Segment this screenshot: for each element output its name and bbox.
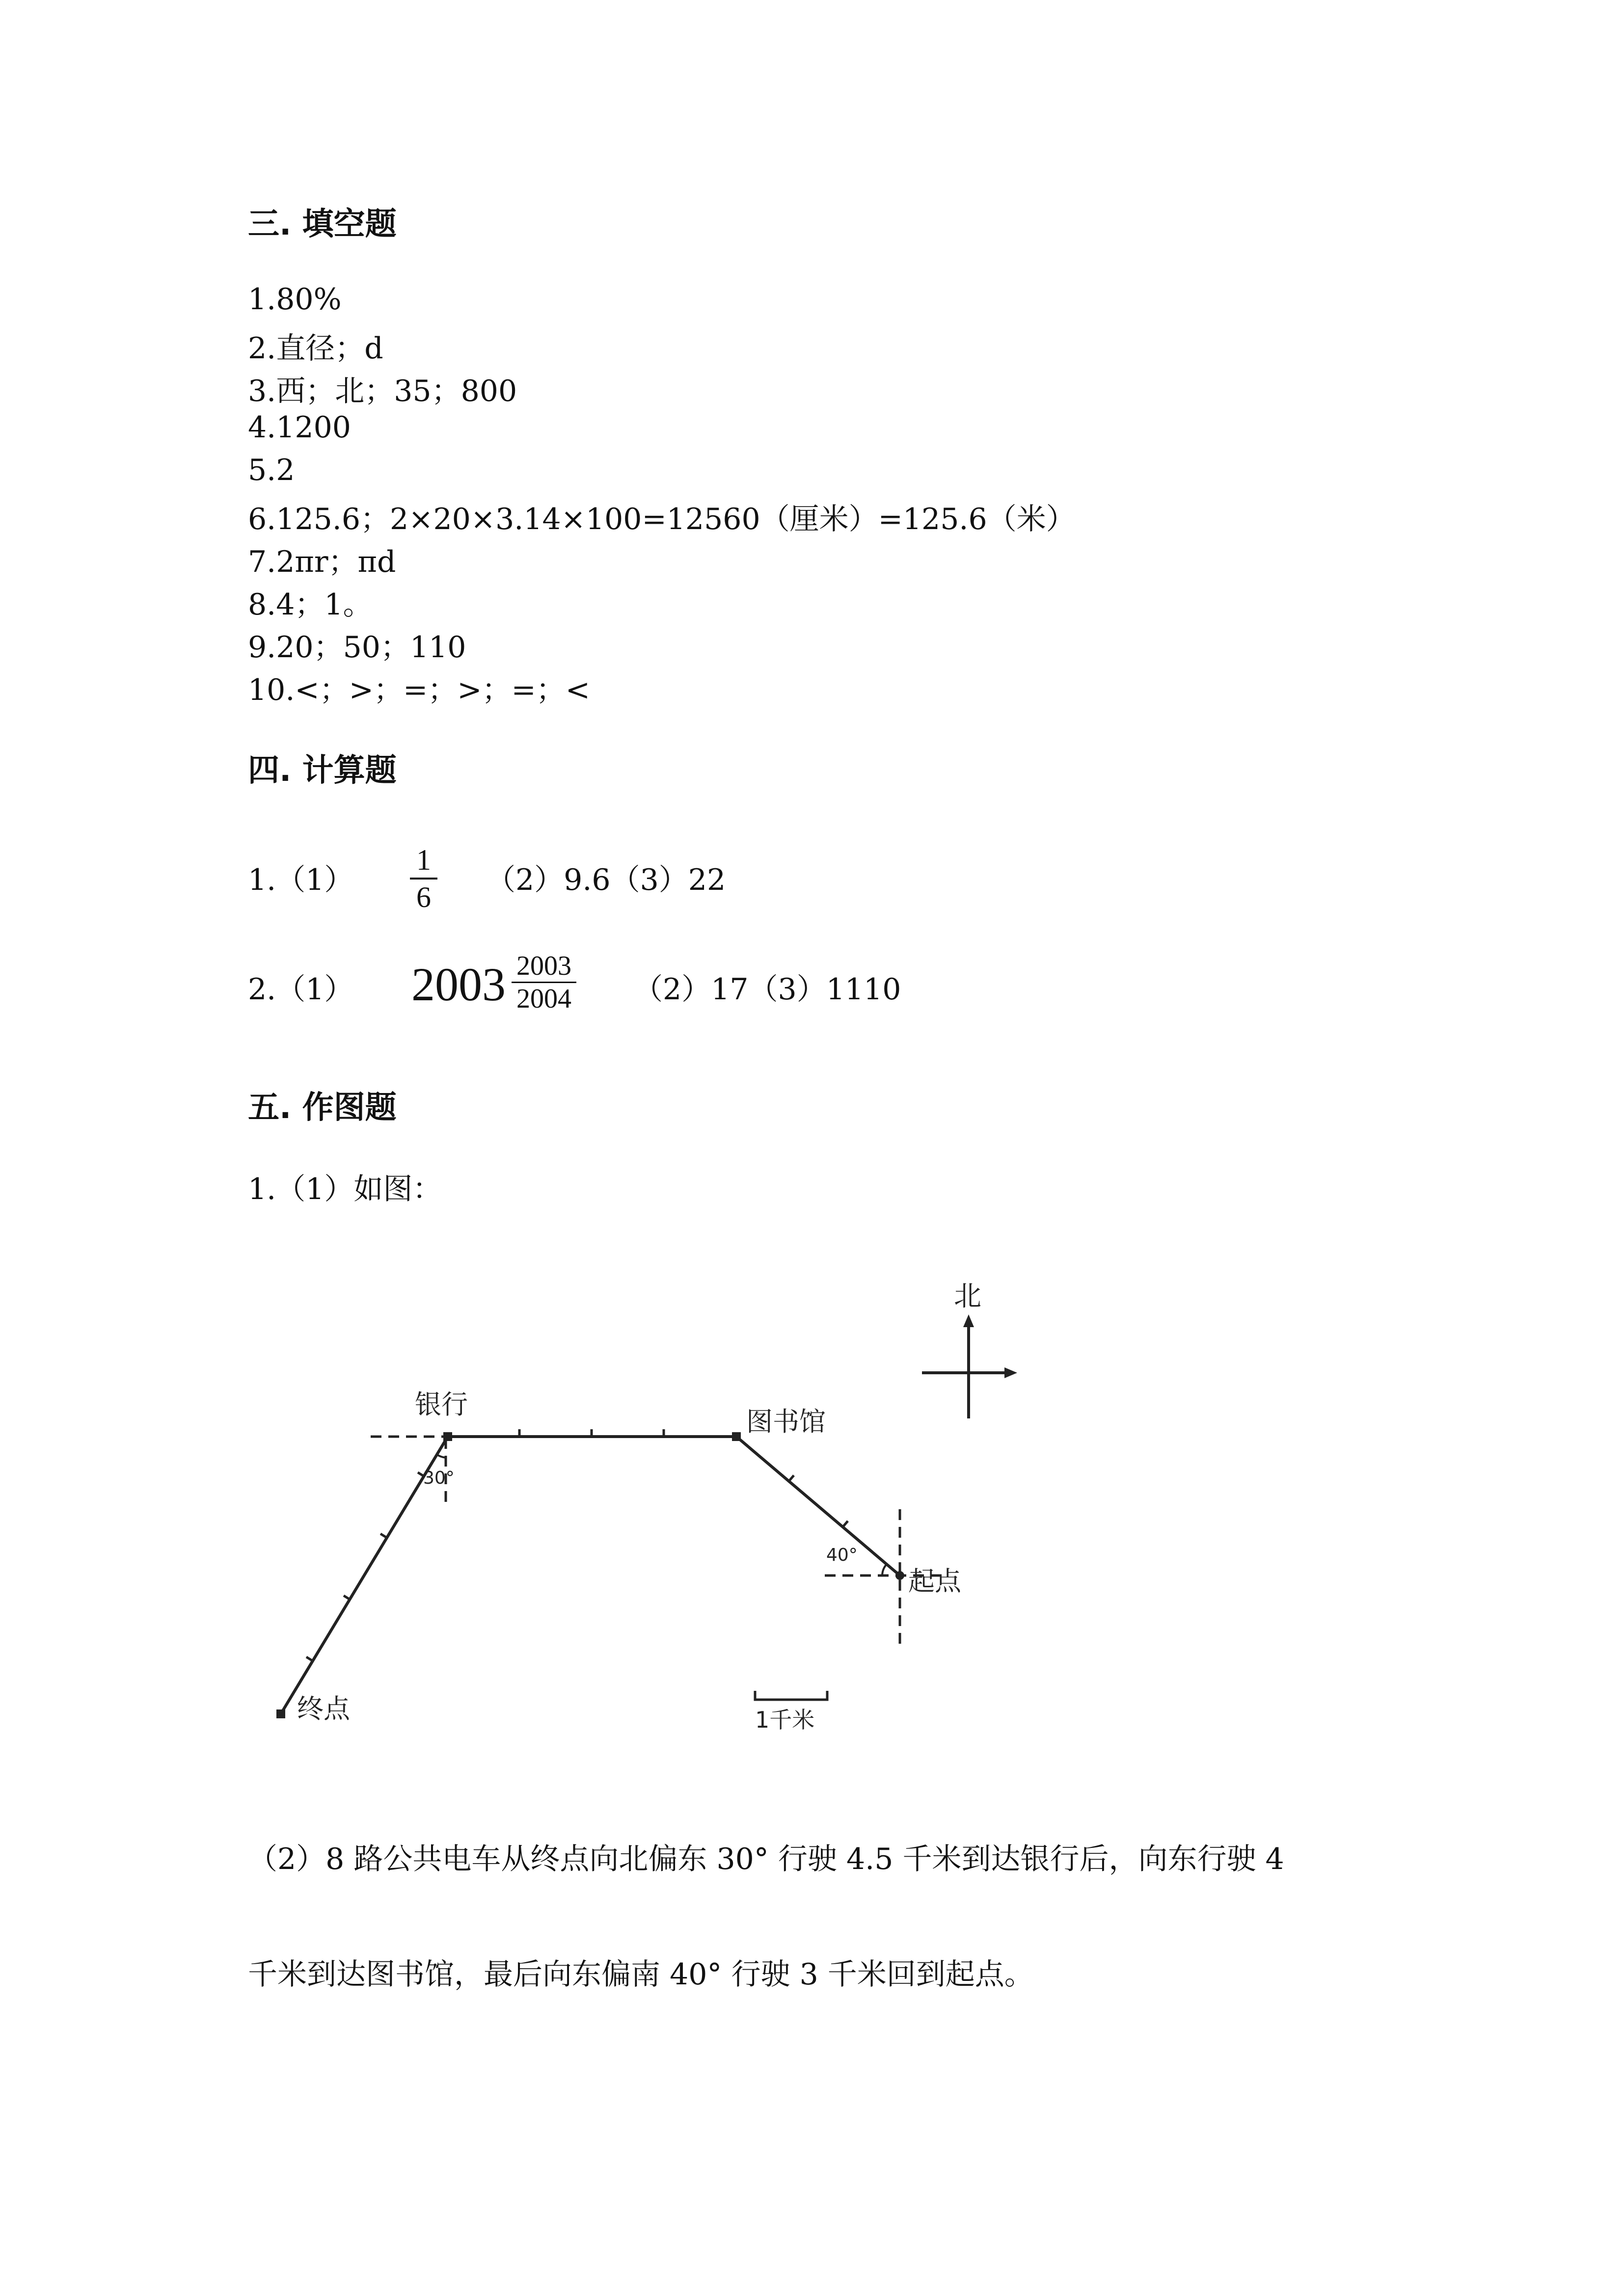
north-compass-icon (922, 1314, 1017, 1418)
answer-line: 6.125.6；2×20×3.14×100=12560（厘米）=125.6（米） (248, 502, 1076, 536)
start-label: 起点 (908, 1566, 961, 1597)
fraction-denominator: 2004 (516, 984, 571, 1014)
calc-q1-prefix: 1.（1） (248, 863, 354, 897)
section-title-fill: 三. 填空题 (248, 206, 397, 242)
route-map-diagram (0, 1266, 1624, 1757)
angle-label-bank: 30° (423, 1468, 455, 1488)
bank-point (443, 1432, 452, 1441)
library-point (732, 1432, 741, 1441)
angle-label-start: 40° (826, 1545, 858, 1565)
answer-line: 1.80% (248, 282, 342, 317)
route-segment-end-to-bank (281, 1437, 448, 1714)
angle-arc-start (882, 1564, 887, 1575)
answer-line: 10.<；>；=；>；=；< (248, 673, 591, 707)
answer-line: 5.2 (248, 453, 295, 487)
route-segment-library-to-start (736, 1437, 900, 1575)
fraction-numerator: 1 (416, 844, 431, 876)
end-label: 终点 (297, 1693, 350, 1724)
fraction-bar (512, 982, 576, 983)
fraction-one-sixth (410, 845, 437, 912)
calc-q2-rest: （2）17（3）1110 (633, 972, 901, 1007)
fraction-denominator: 6 (416, 881, 431, 913)
answer-line: 2.直径；d (248, 331, 383, 366)
fraction-numerator: 2003 (516, 951, 571, 981)
calc-q2-prefix: 2.（1） (248, 972, 354, 1007)
draw-q2-line2: 千米到达图书馆，最后向东偏南 40° 行驶 3 千米回到起点。 (248, 1957, 1034, 1992)
section-title-calc: 四. 计算题 (248, 752, 397, 789)
scale-label: 1千米 (755, 1707, 815, 1733)
start-point (895, 1571, 904, 1580)
answer-line: 8.4；1。 (248, 587, 373, 622)
calc-q1-rest: （2）9.6（3）22 (486, 863, 726, 897)
north-label: 北 (954, 1281, 981, 1312)
end-point (276, 1709, 285, 1718)
mixed-number-fraction (512, 952, 576, 1013)
draw-q1-intro: 1.（1）如图： (248, 1172, 442, 1206)
draw-q2-line1: （2）8 路公共电车从终点向北偏东 30° 行驶 4.5 千米到达银行后，向东行驶 4 (248, 1842, 1284, 1876)
answer-line: 9.20；50；110 (248, 630, 466, 665)
answer-line: 7.2πr；πd (248, 545, 396, 579)
section-title-draw: 五. 作图题 (248, 1090, 397, 1126)
fraction-bar (410, 878, 437, 880)
scale-bar-icon (755, 1691, 827, 1700)
answer-line: 3.西；北；35；800 (248, 374, 517, 408)
answer-line: 4.1200 (248, 410, 351, 445)
mixed-number-whole: 2003 (411, 958, 506, 1011)
library-label: 图书馆 (746, 1406, 826, 1437)
bank-label: 银行 (415, 1389, 468, 1420)
angle-arc-bank (436, 1454, 446, 1458)
